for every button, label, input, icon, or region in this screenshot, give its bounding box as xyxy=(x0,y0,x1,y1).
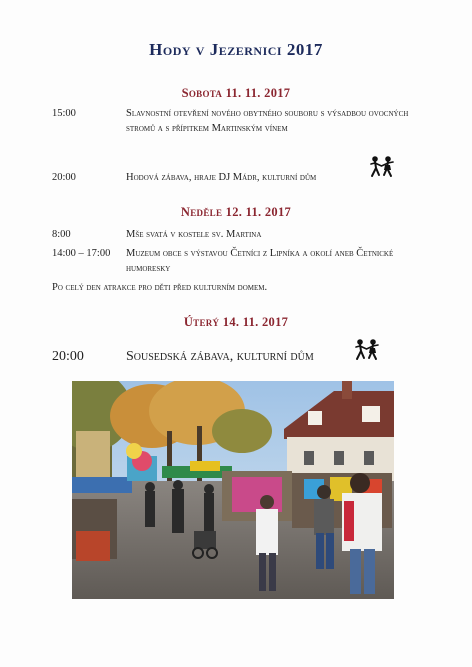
event-description: Mše svatá v kostele sv. Martina xyxy=(126,229,262,240)
event-description: Slavnostní otevření nového obytného souboru s výsadbou ovocných stromů a s přípitkem Martinským vínem xyxy=(126,108,409,134)
dancing-couple-icon xyxy=(353,339,381,361)
event-description: Sousedská zábava, kulturní dům xyxy=(126,349,314,364)
day-heading-saturday: Sobota 11. 11. 2017 xyxy=(181,86,291,100)
event-time: 14:00 – 17:00 xyxy=(52,248,111,259)
fair-photo xyxy=(72,381,394,599)
event-time: 20:00 xyxy=(52,349,84,364)
event-time: 20:00 xyxy=(52,172,76,183)
day-heading-tuesday: Úterý 14. 11. 2017 xyxy=(183,315,289,329)
event-time: 15:00 xyxy=(52,108,76,119)
event-time: 8:00 xyxy=(52,229,71,240)
dancing-couple-icon xyxy=(368,156,396,178)
page-title: Hody v Jezernici 2017 xyxy=(149,40,323,59)
day-heading-sunday: Neděle 12. 11. 2017 xyxy=(180,205,292,219)
sunday-note: Po celý den atrakce pro děti před kulturním domem. xyxy=(52,282,268,293)
event-description: Muzeum obce s výstavou Četníci z Lipníka a okolí aneb Četnické humoresky xyxy=(126,248,394,274)
event-description: Hodová zábava, hraje DJ Mádr, kulturní dům xyxy=(126,172,317,183)
